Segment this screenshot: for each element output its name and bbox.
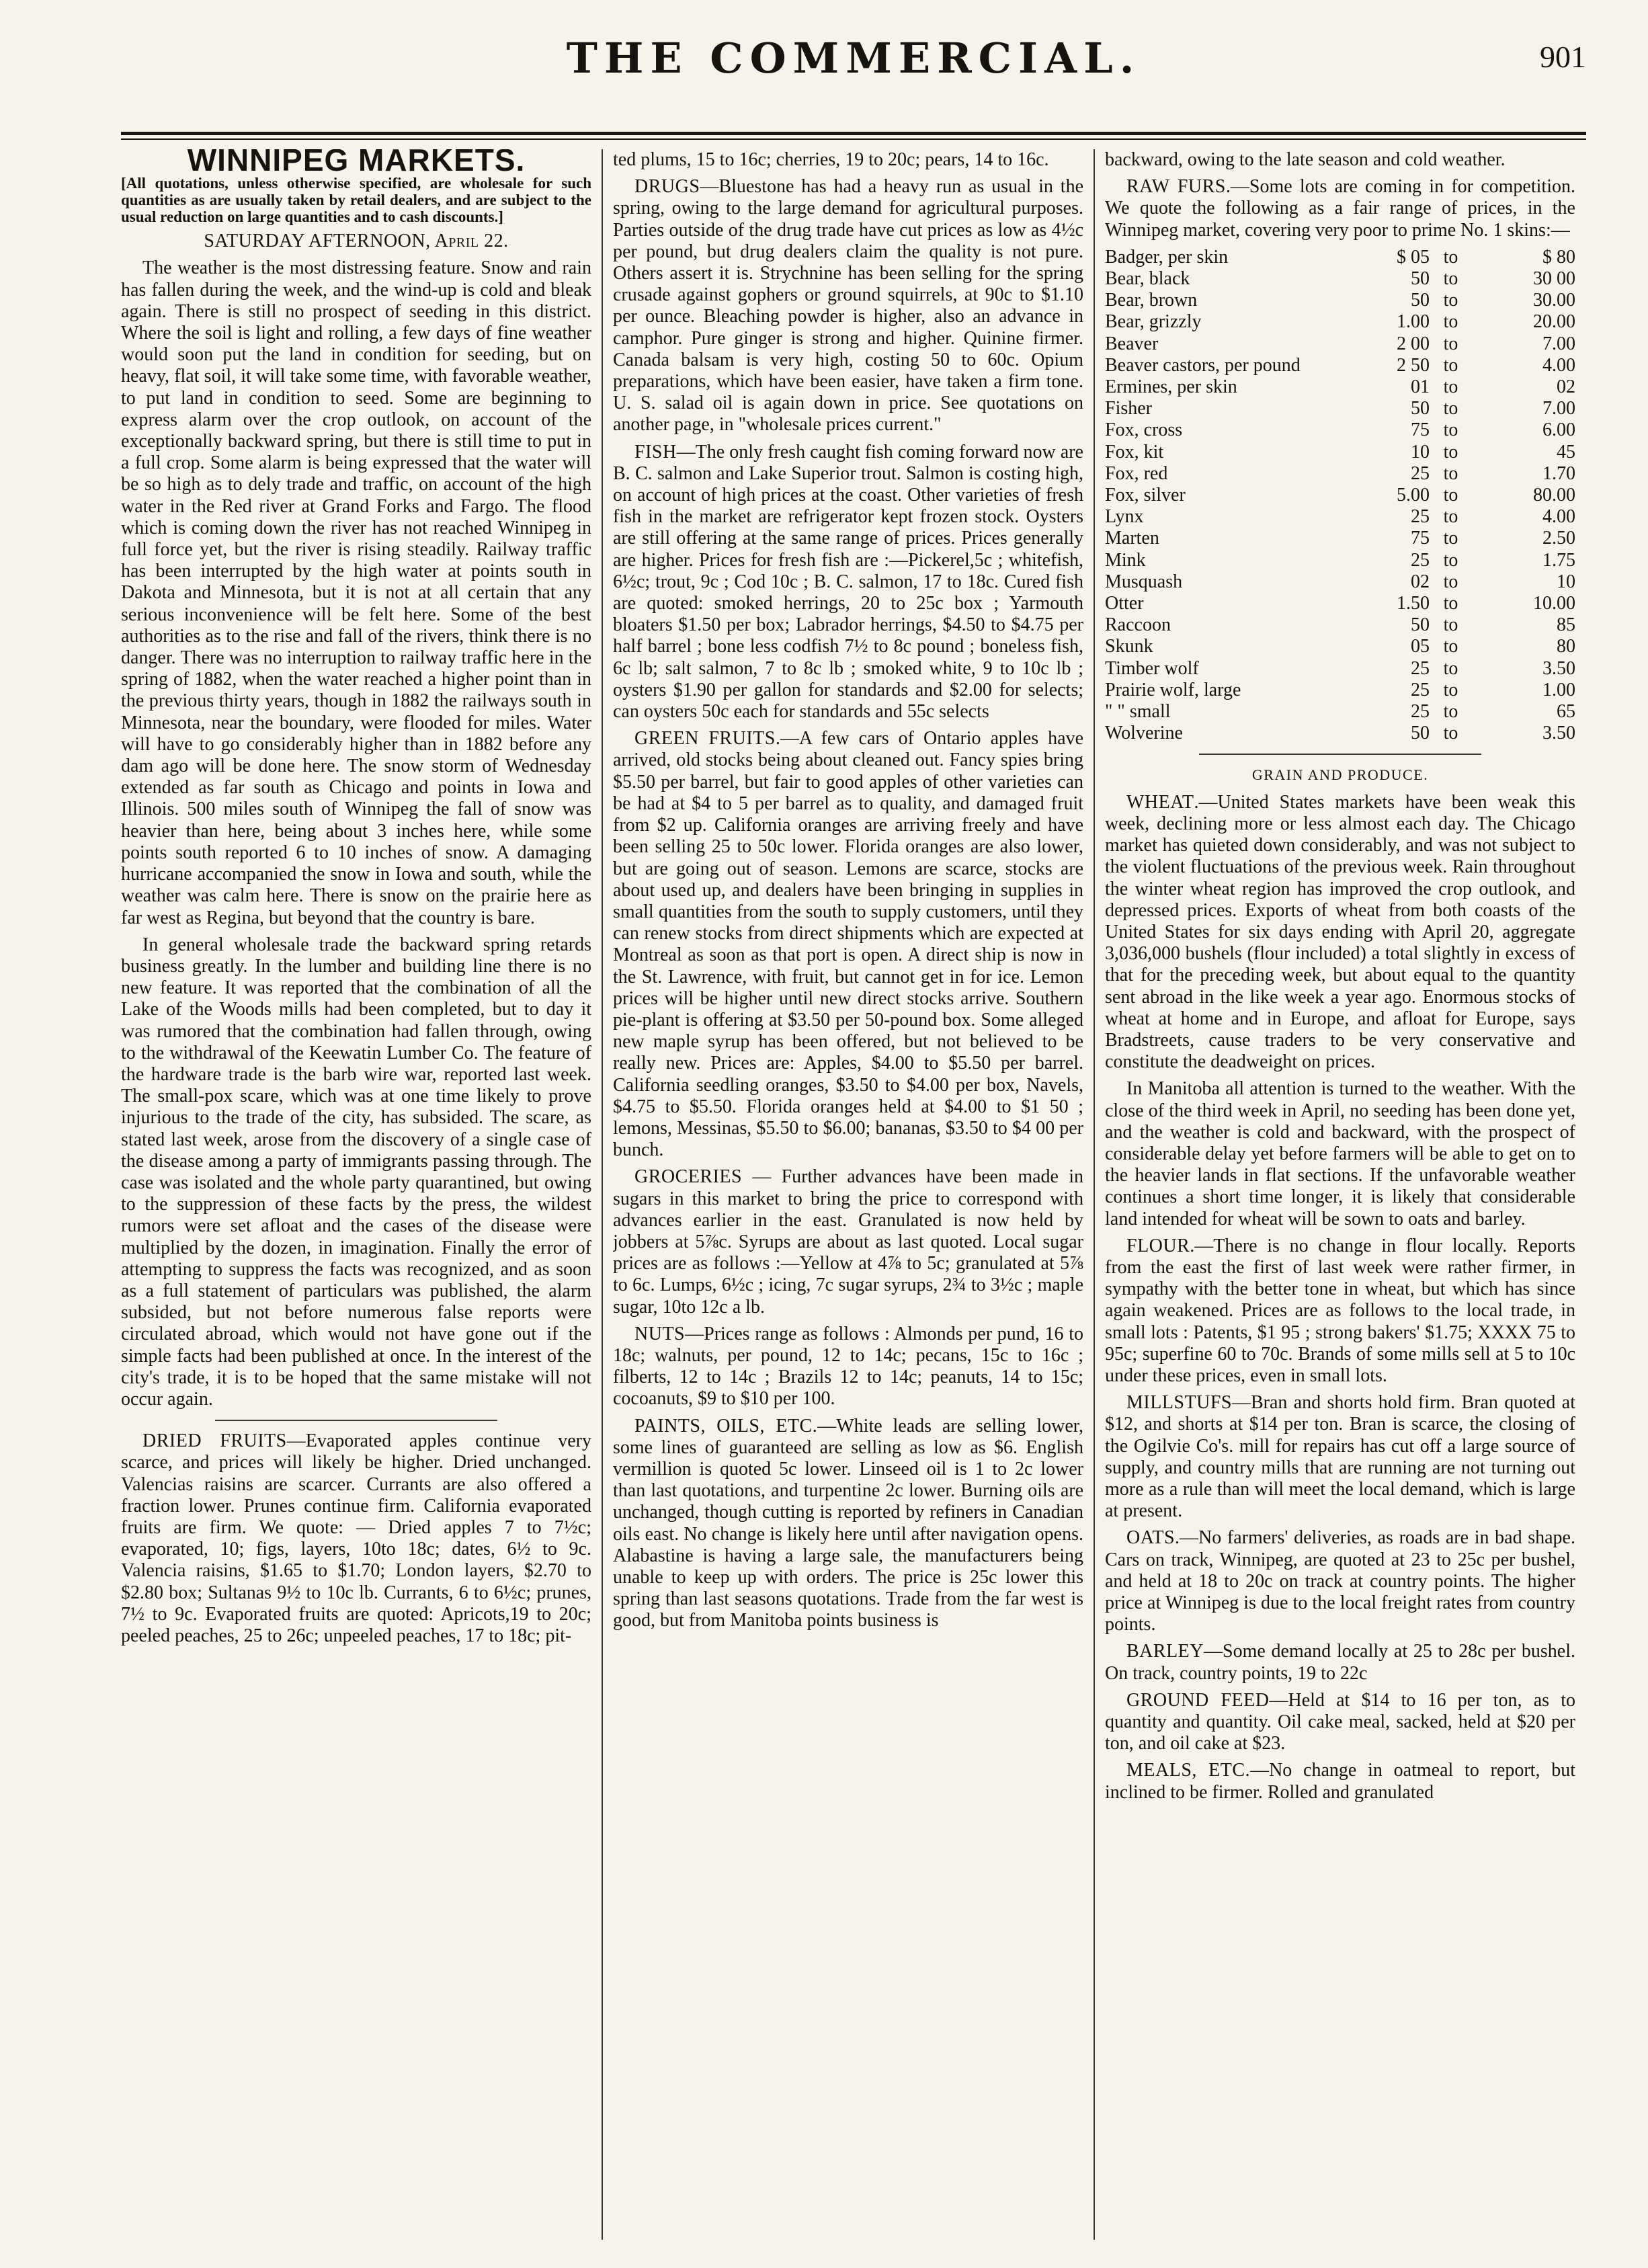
- fur-price-to: to: [1443, 679, 1458, 700]
- market-item-heading: OATS: [1126, 1527, 1176, 1549]
- fur-name: Mink: [1105, 549, 1146, 571]
- fur-price-to: to: [1443, 593, 1458, 614]
- market-item-text: —No change in oatmeal to report, but inclined to be firmer. Rolled and granulated: [1105, 1760, 1575, 1803]
- fur-price-high: 4.00: [1542, 354, 1575, 376]
- fur-price-low: 50: [1411, 614, 1430, 636]
- dateline: SATURDAY AFTERNOON, April 22.: [204, 231, 509, 252]
- fur-price-row: [1105, 419, 1575, 441]
- market-item-heading: GROCERIES: [634, 1166, 743, 1188]
- market-item-heading: MEALS, ETC.: [1126, 1760, 1251, 1781]
- fur-price-row: [1105, 528, 1575, 549]
- fur-price-to: to: [1443, 441, 1458, 462]
- fur-price-to: to: [1443, 246, 1458, 268]
- market-item-text: —White leads are selling lower, some lines of guaranteed are selling as low as $6. English vermillion is quoted 5c lower. Linseed oil is 1 to 2c lower than last quotations, and turpentine 2c lower. Burning oils are unchanged, though cutting is reported by refiners in Canadian oils east. No change is likely here until after navigation opens. Alabastine is having a large sale, the manufacturers being unable to keep up with orders. The price is 25c lower this spring than last seasons quotations. Trade from the far west is good, but from Manitoba points business is: [613, 1415, 1083, 1631]
- market-item-text: .—Some lots are coming in for competition. We quote the following as a fair range of prices, in the Winnipeg market, covering very poor to prime No. 1 skins:—: [1105, 176, 1575, 241]
- fur-price-to: to: [1443, 549, 1458, 571]
- fur-name: Raccoon: [1105, 614, 1171, 636]
- fur-price-low: 75: [1411, 419, 1430, 441]
- fur-price-low: 05: [1411, 636, 1430, 657]
- section-subhead: GRAIN AND PRODUCE.: [1251, 766, 1429, 784]
- fur-price-row: [1105, 636, 1575, 657]
- fur-price-high: 6.00: [1542, 419, 1575, 441]
- fur-price-low: 75: [1411, 528, 1430, 549]
- column-rule: [602, 149, 603, 2240]
- fur-price-row: [1105, 485, 1575, 506]
- fur-name: Marten: [1105, 528, 1159, 549]
- fur-price-row: [1105, 701, 1575, 723]
- quotation-note: [All quotations, unless otherwise specified, are wholesale for such quantities as are usually taken by retail dealers, and are subject to the usual reduction on large quantities and to cash discounts.]: [121, 175, 591, 226]
- article-paragraph: The weather is the most distressing feature. Snow and rain has fallen during the week, and the wind-up is cold and bleak again. There is still no prospect of seeding in this district. Where the soil is light and rolling, a few days of fine weather would soon put the land in condition for seeding, but on heavy, flat soil, it will take some time, with favorable weather, to put land in condition to seed. Some are beginning to express alarm over the crop outlook, on account of the exceptionally backward spring, but there is still time to put in a full crop. Some alarm is being expressed that the water will be so high as to dely trade and traffic, on account of the high water in the Red river at Grand Forks and Fargo. The flood which is coming down the river has not reached Winnipeg in full force yet, but the river is rising steadily. Railway traffic has been interrupted by the high water at points south in Dakota and Minnesota, but it is not at all certain that any serious inconvenience will be felt here. Some of the best authorities as to the rise and fall of the rivers, think there is no danger. There was no interruption to railway traffic here in the spring of 1882, when the water reached a higher point than in the previous thirty years, though in 1882 the railways south in Minnesota, near the boundary, were flooded for miles. Water will have to go considerably higher than in 1882 before any dam ago will be done here. The snow storm of Wednesday extended as far south as Chicago and points in Iowa and Illinois. 500 miles south of Winnipeg the fall of snow was heavier than here, being about 3 inches here, while some points south reported 6 to 10 inches of snow. A damaging hurricane accompanied the snow in Iowa and south, while the weather was calm here. There is snow on the prairie here as far west as Regina, but beyond that the country is bare.: [121, 257, 591, 928]
- fur-price-high: 10: [1557, 571, 1575, 592]
- fur-price-to: to: [1443, 636, 1458, 657]
- fur-name: Fox, cross: [1105, 419, 1183, 441]
- fur-price-high: 80.00: [1533, 485, 1575, 506]
- fur-price-low: 2 00: [1397, 333, 1430, 354]
- market-item-heading: DRUGS: [634, 176, 700, 198]
- section-divider: [215, 1420, 497, 1421]
- fur-price-high: 4.00: [1542, 506, 1575, 528]
- market-item-heading: RAW FURS: [1126, 176, 1226, 198]
- masthead-rule: [121, 132, 1586, 135]
- fur-name: Bear, grizzly: [1105, 311, 1202, 333]
- fur-price-low: 01: [1411, 376, 1430, 398]
- fur-name: Skunk: [1105, 636, 1153, 657]
- fur-price-row: [1105, 550, 1575, 571]
- market-item-text: — Further advances have been made in sugars in this market to bring the price to correspond with advances earlier in the east. Granulated is now held by jobbers at 5⅞c. Syrups are about as last quoted. Local sugar prices are as follows :—Yellow at 4⅞ to 5c; granulated at 5⅞ to 6c. Lumps, 6½c ; icing, 7c sugar syrups, 2¾ to 3½c ; maple sugar, 10to 12c a lb.: [613, 1166, 1083, 1318]
- section-title: WINNIPEG MARKETS.: [187, 149, 526, 177]
- fur-price-to: to: [1443, 462, 1458, 484]
- fur-price-row: [1105, 398, 1575, 419]
- fur-price-row: [1105, 268, 1575, 290]
- market-item-text: —Bran and shorts hold firm. Bran quoted at $12, and shorts at $14 per ton. Bran is scarce, the closing of the Ogilvie Co's. mill for repairs has cut off a large source of supply, and country mills that are running are not turning out more as a rule than will meet the local demand, which is large at present.: [1105, 1392, 1575, 1522]
- fur-price-to: to: [1443, 354, 1458, 376]
- market-item-green-fruits: [613, 728, 1083, 1161]
- fur-price-row: [1105, 355, 1575, 376]
- fur-price-low: 50: [1411, 398, 1430, 419]
- fur-price-to: to: [1443, 333, 1458, 354]
- section-divider: [1199, 754, 1481, 755]
- market-item-text: —Held at $14 to 16 per ton, as to quantity and quantity. Oil cake meal, sacked, held at $20 per ton, and oil cake at $23.: [1105, 1689, 1575, 1754]
- market-item-text: .—United States markets have been weak this week, declining more or less almost each day. The Chicago market has quieted down considerably, and was not subject to the violent fluctuations of the previous week. Rain throughout the winter wheat region has improved the crop outlook, and depressed prices. Exports of wheat from both coasts of the United States for six days ending with April 20, aggregate 3,036,000 bushels (flour included) a total slightly in excess of that for the preceding week, but about equal to the quantity sent abroad in the like week a year ago. Enormous stocks of wheat at home and in Europe, and afloat for Europe, says Bradstreets, cause traders to be very conservative and constitute the deadweight on prices.: [1105, 791, 1575, 1073]
- market-item-wheat: [1105, 792, 1575, 1074]
- market-item-heading: PAINTS, OILS, ETC.: [634, 1415, 818, 1436]
- fur-name: Beaver castors, per pound: [1105, 354, 1301, 376]
- market-item-text: —Prices range as follows : Almonds per pund, 16 to 18c; walnuts, per pound, 12 to 14c; pecans, 15c to 16c ; filberts, 12 to 14c ; Brazils 12 to 14c; peanuts, 14 to 15c; cocoanuts, $9 to $10 per 100.: [613, 1323, 1083, 1410]
- fur-price-low: 25: [1411, 462, 1430, 484]
- fur-price-low: 25: [1411, 506, 1430, 528]
- fur-price-row: [1105, 333, 1575, 355]
- fur-price-low: 10: [1411, 441, 1430, 462]
- market-item-text: .—There is no change in flour locally. Reports from the east the first of last week were rather firmer, in sympathy with the better tone in wheat, but which has since again weakened. Prices are as follows to the local trade, in small lots : Patents, $1 95 ; strong bakers' $1.75; XXXX 75 to 95c; superfine 60 to 70c. Brands of some mills sell at 5 to 10c under these prices, even in small lots.: [1105, 1235, 1575, 1386]
- fur-price-row: [1105, 442, 1575, 463]
- fur-name: Otter: [1105, 593, 1144, 614]
- market-item-ground-feed: [1105, 1690, 1575, 1755]
- fur-price-high: 1.70: [1542, 462, 1575, 484]
- masthead-title: THE COMMERCIAL.: [566, 34, 1141, 83]
- fur-price-to: to: [1443, 657, 1458, 679]
- fur-price-high: 7.00: [1542, 333, 1575, 354]
- fur-price-low: 1.50: [1397, 593, 1430, 614]
- fur-price-row: [1105, 290, 1575, 311]
- market-item-heading: DRIED FRUITS: [142, 1430, 287, 1452]
- fur-name: Bear, brown: [1105, 290, 1198, 311]
- fur-price-row: [1105, 593, 1575, 614]
- fur-price-low: 1.00: [1397, 311, 1430, 333]
- market-item-paints: [613, 1416, 1083, 1632]
- masthead-rule-thin: [121, 138, 1586, 140]
- fur-price-row: [1105, 680, 1575, 701]
- fur-price-to: to: [1443, 571, 1458, 592]
- fur-price-row: [1105, 571, 1575, 593]
- fur-price-high: 2.50: [1542, 528, 1575, 549]
- column-3: [1105, 149, 1575, 2240]
- fur-price-low: 25: [1411, 657, 1430, 679]
- fur-price-high: 3.50: [1542, 723, 1575, 744]
- market-item-text: —Bluestone has had a heavy run as usual in the spring, owing to the large demand for agricultural purposes. Parties outside of the drug trade have cut prices as low as 4½c per pound, but drug dealers claim the quality is not pure. Others assert it is. Strychnine has been selling for the spring crusade against gophers or ground squirrels, at 90c to $1.10 per ounce. Bleaching powder is higher, also an advance in camphor. Pure ginger is strong and higher. Quinine firmer. Canada balsam is very high, costing 50 to 60c. Opium preparations, which have been easier, have taken a firm tone. U. S. salad oil is again down in price. See quotations on another page, in "wholesale prices current.": [613, 176, 1083, 436]
- fur-name: Lynx: [1105, 506, 1144, 528]
- fur-price-to: to: [1443, 311, 1458, 333]
- market-item-text: .—No farmers' deliveries, as roads are in bad shape. Cars on track, Winnipeg, are quoted at 23 to 25c per bushel, and held at 18 to 20c on track at country points. The higher price at Winnipeg is due to the local freight rates from country points.: [1105, 1527, 1575, 1635]
- article-paragraph: In Manitoba all attention is turned to the weather. With the close of the third week in April, no seeding has been done yet, and the weather is cold and backward, with the prospect of considerable delay yet before farmers will be able to get on to the heavier lands in flat sections. If the unfavorable weather continues a short time longer, it is likely that considerable land intended for wheat will be sown to oats and barley.: [1105, 1078, 1575, 1229]
- market-item-fish: [613, 442, 1083, 723]
- masthead: [121, 27, 1586, 108]
- market-item-text: —Some demand locally at 25 to 28c per bushel. On track, country points, 19 to 22c: [1105, 1641, 1575, 1684]
- fur-name: Bear, black: [1105, 268, 1190, 290]
- market-item-text: —The only fresh caught fish coming forward now are B. C. salmon and Lake Superior trout. Salmon is costing high, on account of high prices at the coast. Other varieties of fresh fish in the market are refrigerator kept frozen stock. Oysters are still offering at the same range of prices. Prices generally are higher. Prices for fresh fish are :—Pickerel,5c ; whitefish, 6½c; trout, 9c ; Cod 10c ; B. C. salmon, 17 to 18c. Cured fish are quoted: smoked herrings, 20 to 25c box ; Yarmouth bloaters $1.50 per box; Labrador herrings, $4.50 to $4.75 per half barrel ; bone less codfish 7½ to 8c pound ; boneless fish, 6c lb; salt salmon, 7 to 8c lb ; smoked white, 9 to 10c lb ; oysters $1.90 per gallon for standards and $2.00 for selects; can oysters 50c each for standards and 55c selects: [613, 441, 1083, 723]
- fur-price-low: 25: [1411, 549, 1430, 571]
- fur-price-high: 1.00: [1542, 679, 1575, 700]
- market-item-millstuffs: [1105, 1392, 1575, 1522]
- fur-price-low: $ 05: [1397, 246, 1430, 268]
- fur-price-high: 45: [1557, 441, 1575, 462]
- fur-price-high: $ 80: [1542, 246, 1575, 268]
- article-paragraph: In general wholesale trade the backward spring retards business greatly. In the lumber and building line there is no new feature. It was reported that the combination of all the Lake of the Woods mills had been completed, but to day it was rumored that the combination had fallen through, owing to the withdrawal of the Keewatin Lumber Co. The feature of the hardware trade is the barb wire war, reported last week. The small-pox scare, which was at one time likely to prove injurious to the trade of the city, has subsided. The scare, as stated last week, arose from the discovery of a single case of the disease among a party of immigrants passing through. The case was isolated and the whole party quarantined, but owing to the suppression of these facts by the press, the wildest rumors were set afloat and the cases of the disease were multiplied by the dozen, in imagination. Finally the error of attempting to suppress the facts was recognized, and as soon as a full statement of particulars was published, the alarm subsided, but not before numerous false reports were circulated abroad, which would not have gone out if the simple facts had been published at once. In the interest of the city's trade, it is to be hoped that the same mistake will not occur again.: [121, 934, 591, 1410]
- market-item-heading: WHEAT: [1126, 791, 1194, 813]
- fur-price-row: [1105, 311, 1575, 333]
- fur-name: " " small: [1105, 701, 1171, 723]
- fur-price-to: to: [1443, 528, 1458, 549]
- column-1: [121, 149, 591, 2240]
- fur-price-high: 7.00: [1542, 398, 1575, 419]
- market-item-text: .—A few cars of Ontario apples have arrived, old stocks being about cleaned out. Fancy spies bring $5.50 per barrel, but fair to good apples of other varieties can be had at $4 to 5 per barrel as to quality, and damaged fruit from $2 up. California oranges are arriving freely and have been selling 25 to 50c lower. Florida oranges are also lower, but are going out of season. Lemons are scarce, stocks are about used up, and dealers have been bringing in supplies in small quantities from the south to supply customers, until they can renew stocks from direct shipments which are expected at Montreal as soon as that port is open. A direct ship is now in the St. Lawrence, with fruit, but cannot get in for ice. Lemon prices will be higher until new direct stocks arrive. Southern pie-plant is offering at $3.50 per 50-pound box. Some alleged new maple syrup has been offered, but not believed to be really new. Prices are: Apples, $4.00 to $5.50 per barrel. California seedling oranges, $3.50 to $4.00 per box, Navels, $4.75 to $5.50. Florida oranges held at $4.00 to $1 50 ; lemons, Messinas, $5.50 to $6.00; bananas, $3.50 to $4 00 per bunch.: [613, 728, 1083, 1161]
- fur-price-to: to: [1443, 614, 1458, 636]
- fur-name: Fisher: [1105, 398, 1152, 419]
- fur-price-row: [1105, 723, 1575, 744]
- continued-text: backward, owing to the late season and cold weather.: [1105, 149, 1506, 170]
- fur-price-high: 30.00: [1533, 290, 1575, 311]
- fur-price-low: 50: [1411, 290, 1430, 311]
- market-item-heading: GREEN FRUITS: [634, 728, 776, 750]
- fur-price-to: to: [1443, 290, 1458, 311]
- fur-price-low: 2 50: [1397, 354, 1430, 376]
- fur-price-high: 80: [1557, 636, 1575, 657]
- fur-price-low: 25: [1411, 701, 1430, 723]
- fur-price-to: to: [1443, 268, 1458, 290]
- fur-price-row: [1105, 376, 1575, 398]
- market-item-heading: NUTS: [634, 1323, 686, 1344]
- fur-price-row: [1105, 614, 1575, 636]
- fur-price-high: 20.00: [1533, 311, 1575, 333]
- market-item-flour: [1105, 1236, 1575, 1387]
- fur-price-high: 02: [1557, 376, 1575, 398]
- fur-price-to: to: [1443, 723, 1458, 744]
- fur-price-row: [1105, 658, 1575, 680]
- market-item-heading: GROUND FEED: [1126, 1689, 1270, 1711]
- market-item-barley: [1105, 1641, 1575, 1684]
- market-item-nuts: [613, 1324, 1083, 1410]
- market-item-heading: MILLSTUFS: [1126, 1392, 1232, 1414]
- fur-name: Fox, red: [1105, 462, 1168, 484]
- fur-price-high: 3.50: [1542, 657, 1575, 679]
- market-item-heading: BARLEY: [1126, 1641, 1204, 1662]
- fur-price-high: 85: [1557, 614, 1575, 636]
- fur-price-low: 25: [1411, 679, 1430, 700]
- market-item-raw-furs: [1105, 176, 1575, 241]
- fur-price-to: to: [1443, 398, 1458, 419]
- fur-price-high: 30 00: [1533, 268, 1575, 290]
- market-item-dried-fruits: [121, 1430, 591, 1647]
- fur-name: Beaver: [1105, 333, 1159, 354]
- fur-name: Timber wolf: [1105, 657, 1199, 679]
- fur-price-to: to: [1443, 419, 1458, 441]
- fur-price-low: 50: [1411, 723, 1430, 744]
- market-item-heading: FISH: [634, 441, 677, 462]
- fur-price-low: 5.00: [1397, 485, 1430, 506]
- fur-price-row: [1105, 463, 1575, 485]
- page-number: 901: [1540, 40, 1586, 74]
- fur-name: Fox, silver: [1105, 485, 1186, 506]
- fur-price-high: 1.75: [1542, 549, 1575, 571]
- fur-price-to: to: [1443, 485, 1458, 506]
- market-item-groceries: [613, 1166, 1083, 1318]
- fur-name: Badger, per skin: [1105, 246, 1229, 268]
- fur-name: Wolverine: [1105, 723, 1183, 744]
- market-item-drugs: [613, 176, 1083, 436]
- market-item-oats: [1105, 1527, 1575, 1635]
- column-rule: [1094, 149, 1095, 2240]
- fur-price-row: [1105, 247, 1575, 268]
- market-item-text: —Evaporated apples continue very scarce, and prices will likely be higher. Dried unchanged. Valencias raisins are scarcer. Currants are also offered a fraction lower. Prunes continue firm. California evaporated fruits are firm. We quote: — Dried apples 7 to 7½c; evaporated, 10; figs, layers, 10to 18c; dates, 6½ to 9c. Valencia raisins, $1.65 to $1.70; London layers, $2.70 to $2.80 box; Sultanas 9½ to 10c lb. Currants, 6 to 6½c; prunes, 7½ to 9c. Evaporated fruits are quoted: Apricots,19 to 20c; peeled peaches, 25 to 26c; unpeeled peaches, 17 to 18c; pit-: [121, 1430, 591, 1646]
- fur-price-high: 65: [1557, 701, 1575, 723]
- fur-name: Musquash: [1105, 571, 1183, 592]
- fur-name: Fox, kit: [1105, 441, 1164, 462]
- fur-price-row: [1105, 506, 1575, 528]
- market-item-meals: [1105, 1760, 1575, 1803]
- fur-price-to: to: [1443, 506, 1458, 528]
- market-item-heading: FLOUR: [1126, 1235, 1190, 1256]
- column-2: [613, 149, 1083, 2240]
- fur-price-high: 10.00: [1533, 593, 1575, 614]
- fur-price-to: to: [1443, 701, 1458, 723]
- fur-price-low: 02: [1411, 571, 1430, 592]
- fur-price-low: 50: [1411, 268, 1430, 290]
- fur-price-table: [1105, 247, 1575, 745]
- continued-text: ted plums, 15 to 16c; cherries, 19 to 20c; pears, 14 to 16c.: [613, 149, 1049, 170]
- fur-name: Ermines, per skin: [1105, 376, 1237, 398]
- fur-price-to: to: [1443, 376, 1458, 398]
- fur-name: Prairie wolf, large: [1105, 679, 1241, 700]
